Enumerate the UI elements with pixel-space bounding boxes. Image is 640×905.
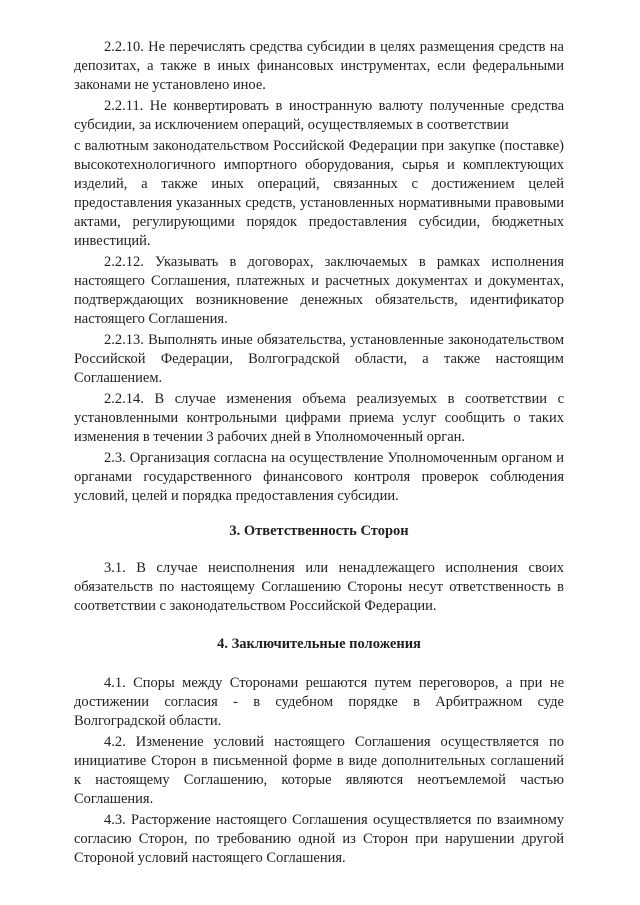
clause-4-2: 4.2. Изменение условий настоящего Соглашения осуществляется по инициативе Сторон в письменной форме в виде дополнительных соглашений к настоящему Соглашению, которые являются неотъемлемой частью Соглашения. <box>74 734 564 807</box>
clause-3-1: 3.1. В случае неисполнения или ненадлежащего исполнения своих обязательств по настоящему Соглашению Стороны несут ответственность в соответствии с законодательством Российской Федерации. <box>74 560 564 614</box>
clause-2-2-10: 2.2.10. Не перечислять средства субсидии в целях размещения средств на депозитах, а также в иных финансовых инструментах, если федеральными законами не установлено иное. <box>74 39 564 93</box>
section-heading-responsibility: 3. Ответственность Сторон <box>229 523 409 539</box>
clause-2-3: 2.3. Организация согласна на осуществление Уполномоченным органом и органами государственного финансового контроля проверок соблюдения условий, целей и порядка предоставления субсидии. <box>74 450 564 504</box>
section-heading-final-provisions: 4. Заключительные положения <box>217 636 421 652</box>
clause-2-2-11-start: 2.2.11. Не конвертировать в иностранную валюту полученные средства субсидии, за исключением операций, осуществляемых в соответствии <box>74 98 564 133</box>
clause-2-2-11-continuation: с валютным законодательством Российской Федерации при закупке (поставке) высокотехнологичного импортного оборудования, сырья и комплектующих изделий, а также иных операций, связанных с достижением целей предоставления указанных средств, установленных нормативными правовыми актами, регулирующими порядок предоставления субсидии, бюджетных инвестиций. <box>74 138 564 249</box>
clause-4-3: 4.3. Расторжение настоящего Соглашения осуществляется по взаимному согласию Сторон, по требованию одной из Сторон при нарушении другой Стороной условий настоящего Соглашения. <box>74 812 564 866</box>
document-page <box>74 38 564 870</box>
clause-2-2-12: 2.2.12. Указывать в договорах, заключаемых в рамках исполнения настоящего Соглашения, платежных и расчетных документах и документах, подтверждающих возникновение денежных обязательств, идентификатор настоящего Соглашения. <box>74 254 564 327</box>
clause-4-1: 4.1. Споры между Сторонами решаются путем переговоров, а при не достижении согласия - в судебном порядке в Арбитражном суде Волгоградской области. <box>74 675 564 729</box>
clause-2-2-13: 2.2.13. Выполнять иные обязательства, установленные законодательством Российской Федерации, Волгоградской области, а также настоящим Соглашением. <box>74 332 564 386</box>
clause-2-2-14: 2.2.14. В случае изменения объема реализуемых в соответствии с установленными контрольными цифрами приема услуг сообщить о таких изменения в течении 3 рабочих дней в Уполномоченный орган. <box>74 391 564 445</box>
